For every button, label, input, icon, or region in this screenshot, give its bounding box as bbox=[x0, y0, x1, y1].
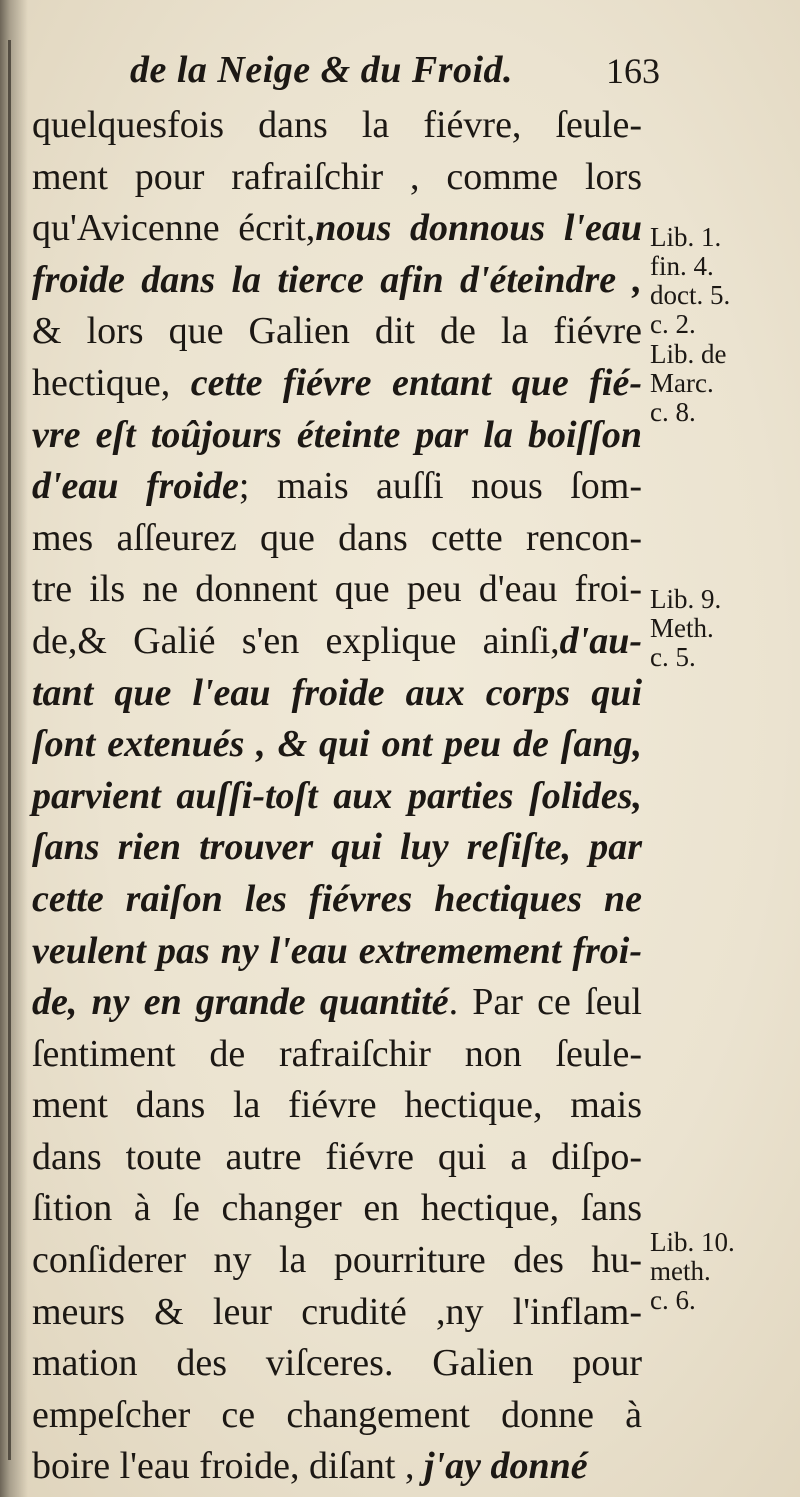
roman-segment: ment pour rafraiſchir , comme lors bbox=[32, 155, 642, 198]
text-line bbox=[32, 874, 642, 926]
margin-note-line: c. 5. bbox=[650, 642, 696, 672]
italic-segment: cette raiſon les fiévres hectiques ne bbox=[32, 877, 642, 920]
italic-segment: vre eſt toûjours éteinte par la boiſſon bbox=[32, 413, 642, 456]
text-line bbox=[32, 616, 642, 668]
text-line bbox=[32, 152, 642, 204]
roman-segment: ſition à ſe changer en hectique, ſans bbox=[32, 1187, 642, 1230]
text-line bbox=[32, 203, 642, 255]
gutter-edge bbox=[8, 40, 11, 1460]
margin-note-line: Lib. 9. bbox=[650, 584, 722, 614]
text-line bbox=[32, 1183, 642, 1235]
italic-segment: froide dans la tierce afin d'éteindre , bbox=[32, 258, 642, 301]
margin-note bbox=[650, 1228, 800, 1315]
italic-segment: d'eau froide bbox=[32, 465, 239, 508]
text-line bbox=[32, 100, 642, 152]
text-line bbox=[32, 668, 642, 720]
italic-segment: cette fiévre entant que fié- bbox=[190, 361, 643, 404]
margin-note-line: c. 6. bbox=[650, 1285, 696, 1315]
margin-note-line: Marc. bbox=[650, 368, 714, 398]
italic-segment: veulent pas ny l'eau extremement froi- bbox=[32, 929, 642, 972]
roman-segment: tre ils ne donnent que peu d'eau froi- bbox=[32, 568, 642, 611]
margin-note-line: c. 8. bbox=[650, 397, 696, 427]
text-line bbox=[32, 926, 642, 978]
roman-segment: conſiderer ny la pourriture des hu- bbox=[32, 1239, 642, 1282]
text-line bbox=[32, 410, 642, 462]
roman-segment: ſentiment de rafraiſchir non ſeule- bbox=[32, 1032, 642, 1075]
text-line bbox=[32, 1132, 642, 1184]
roman-segment: boire l'eau froide, diſant , bbox=[32, 1445, 424, 1488]
italic-segment: ſont extenués , & qui ont peu de ſang, bbox=[32, 723, 642, 766]
page-number: 163 bbox=[606, 51, 660, 91]
italic-segment: j'ay donné bbox=[424, 1445, 588, 1488]
text-line bbox=[32, 358, 642, 410]
text-line bbox=[32, 564, 642, 616]
roman-segment: ment dans la fiévre hectique, mais bbox=[32, 1084, 642, 1127]
margin-note-line: Lib. 1. bbox=[650, 222, 722, 252]
roman-segment: ; mais auſſi nous ſom- bbox=[238, 465, 642, 508]
italic-segment: d'au- bbox=[559, 619, 642, 662]
text-line bbox=[32, 1338, 642, 1390]
text-line bbox=[32, 461, 642, 513]
text-line bbox=[32, 1441, 642, 1493]
text-line bbox=[32, 1235, 642, 1287]
margin-note bbox=[650, 585, 800, 672]
text-line bbox=[32, 822, 642, 874]
roman-segment: & lors que Galien dit de la fiévre bbox=[32, 310, 642, 353]
margin-note bbox=[650, 340, 800, 427]
margin-note-line: meth. bbox=[650, 1256, 711, 1286]
roman-segment: dans toute autre fiévre qui a diſpo- bbox=[32, 1135, 642, 1178]
text-line bbox=[32, 771, 642, 823]
text-line bbox=[32, 255, 642, 307]
binding-shadow bbox=[0, 0, 28, 1497]
margin-note-line: doct. 5. bbox=[650, 280, 731, 310]
italic-segment: ſans rien trouver qui luy reſiſte, par bbox=[32, 826, 642, 869]
margin-note-line: Meth. bbox=[650, 613, 714, 643]
margin-note-line: c. 2. bbox=[650, 309, 696, 339]
margin-note-line: Lib. de bbox=[650, 339, 727, 369]
italic-segment: parvient auſſi-toſt aux parties ſolides, bbox=[32, 774, 642, 817]
margin-note-line: Lib. 10. bbox=[650, 1227, 735, 1257]
text-line bbox=[32, 719, 642, 771]
roman-segment: quelquesfois dans la fiévre, ſeule- bbox=[32, 104, 642, 146]
text-line bbox=[32, 977, 642, 1029]
roman-segment: de,& Galié s'en explique ainſi, bbox=[32, 619, 560, 662]
italic-segment: tant que l'eau froide aux corps qui bbox=[32, 671, 642, 714]
text-line bbox=[32, 1390, 642, 1442]
running-title: de la Neige & du Froid. bbox=[130, 49, 514, 91]
text-line bbox=[32, 306, 642, 358]
italic-segment: de, ny en grande quantité bbox=[32, 981, 449, 1024]
text-line bbox=[32, 1029, 642, 1081]
text-line bbox=[32, 513, 642, 565]
text-line bbox=[32, 1080, 642, 1132]
text-line bbox=[32, 1287, 642, 1339]
margin-note-line: fin. 4. bbox=[650, 251, 714, 281]
roman-segment: empeſcher ce changement donne à bbox=[32, 1393, 642, 1436]
roman-segment: . Par ce ſeul bbox=[448, 981, 642, 1024]
roman-segment: mation des viſceres. Galien pour bbox=[32, 1342, 642, 1385]
page-header bbox=[130, 48, 660, 98]
roman-segment: hectique, bbox=[32, 361, 191, 404]
italic-segment: nous donnous l'eau bbox=[315, 207, 642, 250]
body-text bbox=[32, 100, 642, 1493]
roman-segment: mes aſſeurez que dans cette rencon- bbox=[32, 516, 642, 559]
roman-segment: meurs & leur crudité ,ny l'inflam- bbox=[32, 1290, 642, 1333]
margin-note bbox=[650, 223, 800, 339]
roman-segment: qu'Avicenne écrit, bbox=[32, 207, 316, 250]
